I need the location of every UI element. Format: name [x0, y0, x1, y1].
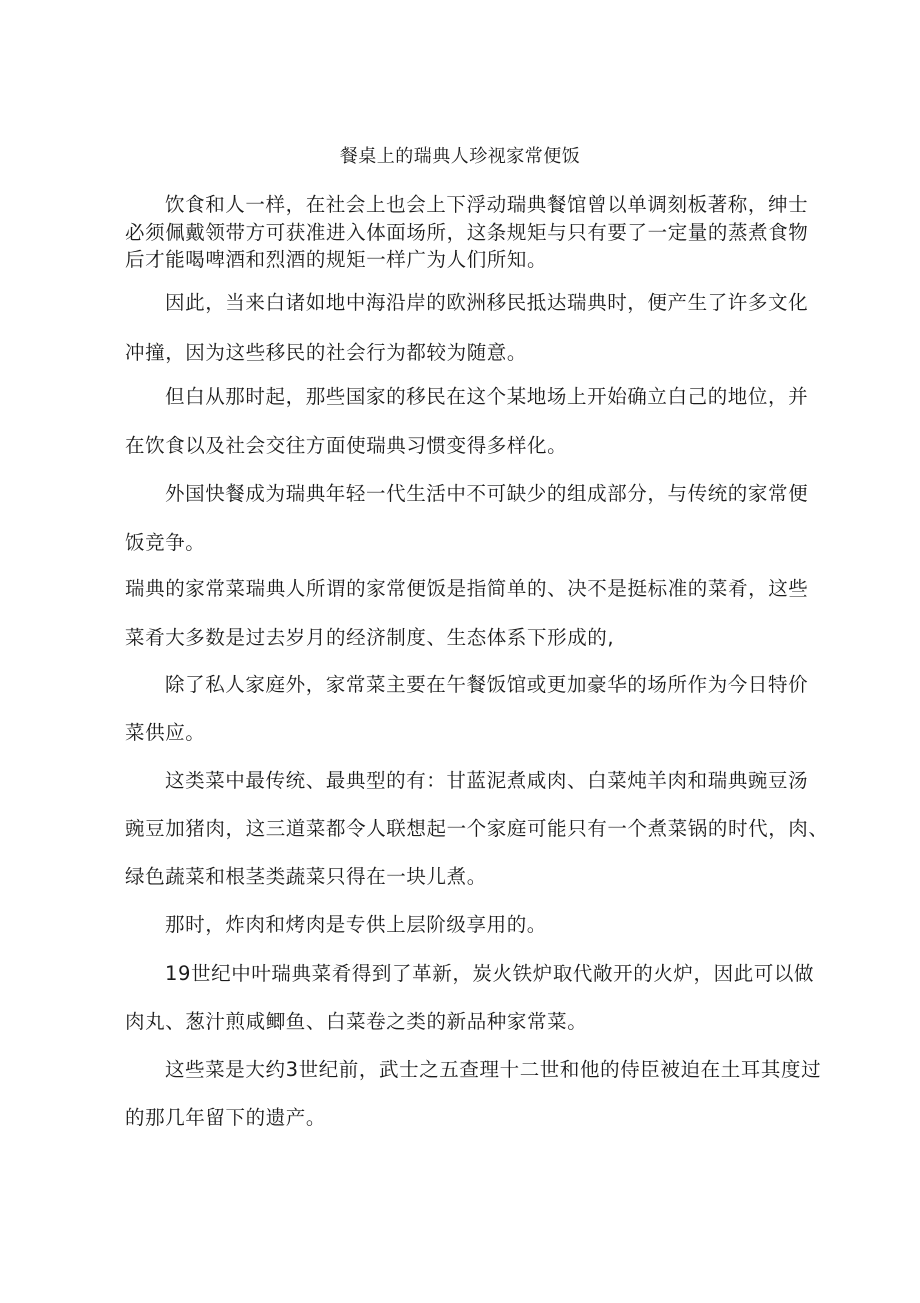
paragraph-line: 肉丸、葱汁煎咸鲫鱼、白菜卷之类的新品种家常菜。: [125, 1010, 588, 1033]
paragraph-line: 冲撞，因为这些移民的社会行为都较为随意。: [125, 341, 528, 364]
paragraph-line: 19世纪中叶瑞典菜肴得到了革新，炭火铁炉取代敞开的火炉，因此可以做: [165, 962, 815, 985]
paragraph-line: 饭竞争。: [125, 531, 206, 554]
paragraph-line: 菜肴大多数是过去岁月的经济制度、生态体系下形成的,: [125, 626, 615, 649]
paragraph-line: 豌豆加猪肉，这三道菜都令人联想起一个家庭可能只有一个煮菜锅的时代，肉、: [125, 817, 829, 840]
paragraph-line: 外国快餐成为瑞典年轻一代生活中不可缺少的组成部分，与传统的家常便: [165, 482, 809, 505]
paragraph-line: 后才能喝啤酒和烈酒的规矩一样广为人们所知。: [125, 248, 548, 271]
paragraph-line: 因此，当来白诸如地中海沿岸的欧洲移民抵达瑞典时，便产生了许多文化: [165, 291, 809, 314]
paragraph-line: 饮食和人一样，在社会上也会上下浮动瑞典餐馆曾以单调刻板著称，绅士: [165, 193, 809, 216]
paragraph-line: 除了私人家庭外，家常菜主要在午餐饭馆或更加豪华的场所作为今日特价: [165, 673, 809, 696]
paragraph-line: 这类菜中最传统、最典型的有：甘蓝泥煮咸肉、白菜炖羊肉和瑞典豌豆汤: [165, 769, 809, 792]
paragraph-line: 但白从那时起，那些国家的移民在这个某地场上开始确立白己的地位，并: [165, 385, 809, 408]
paragraph-line: 必须佩戴领带方可获准进入体面场所，这条规矩与只有要了一定量的蒸煮食物: [125, 221, 809, 244]
page-title: 餐桌上的瑞典人珍视家常便饭: [339, 146, 581, 167]
paragraph-line: 在饮食以及社会交往方面使瑞典习惯变得多样化。: [125, 434, 568, 457]
paragraph-line: 的那几年留下的遗产。: [125, 1106, 327, 1129]
paragraph-line: 那时，炸肉和烤肉是专供上层阶级享用的。: [165, 913, 547, 936]
paragraph-line: 这些菜是大约3世纪前，武士之五查理十二世和他的侍臣被迫在土耳其度过: [165, 1058, 822, 1081]
paragraph-line: 瑞典的家常菜瑞典人所谓的家常便饭是指简单的、决不是挺标准的菜肴，这些: [125, 577, 809, 600]
paragraph-line: 绿色蔬菜和根茎类蔬菜只得在一块儿煮。: [125, 865, 487, 888]
paragraph-line: 菜供应。: [125, 721, 206, 744]
